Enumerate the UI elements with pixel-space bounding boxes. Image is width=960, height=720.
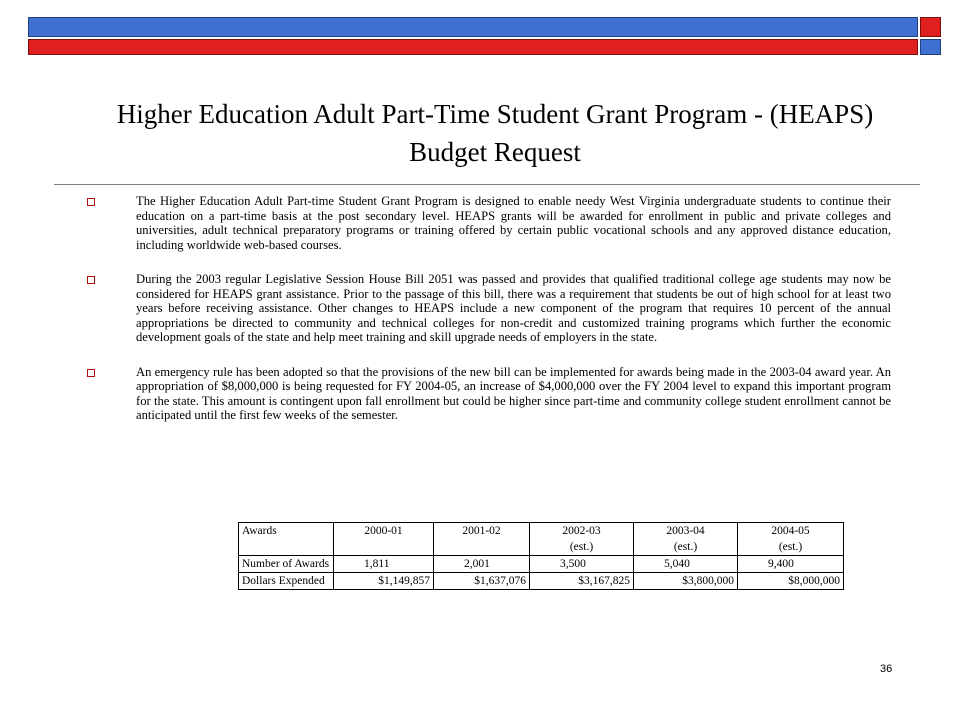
bullet-item (84, 365, 891, 423)
header-blue-square (920, 39, 941, 55)
table-cell: 2,001 (434, 556, 530, 573)
table-cell: 1,811 (334, 556, 434, 573)
bullet-text: During the 2003 regular Legislative Session House Bill 2051 was passed and provides that qualified traditional college age students may now be considered for HEAPS grant assistance. Prior to the passage of this bill, there was a requirement that students be out of high school for at least two years before receiving assistance. Other changes to HEAPS include a new component of the program that requires 10 percent of the annual appropriations be directed to community and technical colleges for non-credit and customized training programs which further the economic development goals of the state and help meet training and skill upgrade needs of employers in the state. (136, 272, 891, 344)
header-red-square (920, 17, 941, 37)
bullet-item (84, 194, 891, 252)
header-red-bar (28, 39, 918, 55)
table-cell: $3,167,825 (530, 573, 634, 590)
table-cell: $3,800,000 (634, 573, 738, 590)
year-header: 2002-03 (530, 523, 634, 540)
bullet-list (84, 194, 891, 443)
year-note: (est.) (738, 539, 844, 556)
year-note: (est.) (530, 539, 634, 556)
square-bullet-icon (87, 198, 95, 206)
table-header-row (239, 523, 844, 540)
table-cell: 3,500 (530, 556, 634, 573)
table-cell: $1,149,857 (334, 573, 434, 590)
title-divider (54, 184, 920, 185)
table-cell: $1,637,076 (434, 573, 530, 590)
table-notes-row (239, 539, 844, 556)
table-cell (239, 539, 334, 556)
year-header: 2000-01 (334, 523, 434, 540)
table-header-label: Awards (239, 523, 334, 540)
table-row (239, 573, 844, 590)
awards-table (238, 522, 844, 590)
year-note (434, 539, 530, 556)
header-blue-bar (28, 17, 918, 37)
table-cell: 9,400 (738, 556, 844, 573)
table-cell: 5,040 (634, 556, 738, 573)
bullet-text: An emergency rule has been adopted so that the provisions of the new bill can be implemented for awards being made in the 2003-04 award year. An appropriation of $8,000,000 is being requested for FY 2004-05, an increase of $4,000,000 over the FY 2004 level to expand this important program for the state. This amount is contingent upon fall enrollment but could be higher since part-time and community college student enrollment cannot be anticipated until the first few weeks of the semester. (136, 364, 891, 422)
year-note (334, 539, 434, 556)
year-header: 2003-04 (634, 523, 738, 540)
year-note: (est.) (634, 539, 738, 556)
year-header: 2004-05 (738, 523, 844, 540)
slide-title: Higher Education Adult Part-Time Student Grant Program - (HEAPS) Budget Request (116, 99, 874, 167)
bullet-text: The Higher Education Adult Part-time Student Grant Program is designed to enable needy West Virginia undergraduate students to continue their education on a part-time basis at the post secondary level. HEAPS grants will be awarded for enrollment in public and private colleges and universities, adult technical preparatory programs or training offered by certain public vocational schools and any approved distance education, including worldwide web-based courses. (136, 194, 891, 252)
year-header: 2001-02 (434, 523, 530, 540)
row-label: Dollars Expended (239, 573, 334, 590)
bullet-item (84, 272, 891, 345)
row-label: Number of Awards (239, 556, 334, 573)
square-bullet-icon (87, 369, 95, 377)
square-bullet-icon (87, 276, 95, 284)
table-row (239, 556, 844, 573)
table-cell: $8,000,000 (738, 573, 844, 590)
page-number: 36 (880, 663, 893, 675)
